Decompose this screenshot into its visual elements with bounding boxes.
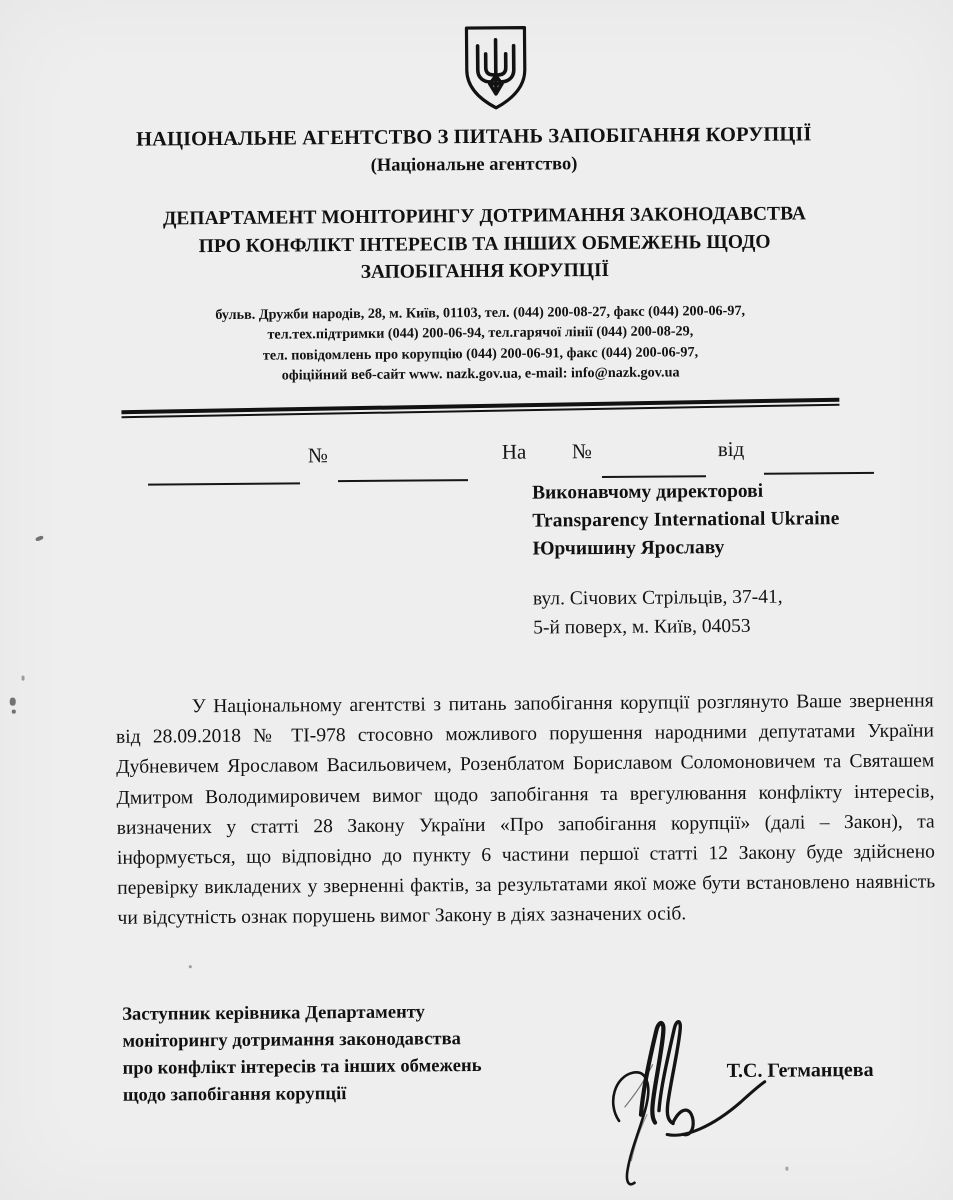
agency-short-title: (Національне агентство) — [370, 154, 578, 176]
scan-speck — [35, 535, 44, 542]
signatory-title-line-1: Заступник керівника Департаменту — [122, 1001, 426, 1025]
coat-of-arms-of-ukraine-icon — [462, 24, 529, 113]
scan-speck — [12, 710, 16, 714]
scan-speck — [189, 965, 192, 968]
signatory-title-line-3: про конфлікт інтересів та інших обмежень — [122, 1054, 482, 1079]
incoming-on-label: На — [501, 439, 527, 464]
contact-line-address: бульв. Дружби народів, 28, м. Київ, 01103, тел. (044) 200-08-27, факс (044) 200-06-97, — [215, 302, 746, 324]
department-title-line-2: ПРО КОНФЛІКТ ІНТЕРЕСІВ ТА ІНШИХ ОБМЕЖЕНЬ ЩОДО — [198, 231, 771, 257]
agency-title: НАЦІОНАЛЬНЕ АГЕНТСТВО З ПИТАНЬ ЗАПОБІГАННЯ КОРУПЦІЇ — [135, 123, 812, 151]
scan-speck — [10, 698, 16, 706]
department-title-line-3: ЗАПОБІГАННЯ КОРУПЦІЇ — [360, 260, 610, 284]
signatory-title — [122, 998, 643, 1110]
contact-line-web: офіційний веб-сайт www. nazk.gov.ua, e-mail: info@nazk.gov.ua — [281, 364, 680, 384]
letter-body — [116, 686, 936, 934]
address-street: вул. Січових Стрільців, 37-41, — [532, 586, 783, 610]
incoming-date-blank[interactable] — [764, 447, 874, 475]
contact-details — [119, 300, 843, 387]
addressee-organization: Transparency International Ukraine — [532, 508, 840, 532]
incoming-number-blank[interactable] — [602, 450, 706, 478]
addressee-postal-address — [533, 582, 933, 642]
address-city: 5-й поверх, м. Київ, 04053 — [533, 615, 751, 639]
contact-line-hotline: тел. повідомлень про корупцію (044) 200-06-91, факс (044) 200-06-97, — [262, 344, 699, 364]
scan-speck — [22, 676, 25, 681]
signatory-title-line-4: щодо запобігання корупції — [122, 1082, 347, 1106]
outgoing-date-blank[interactable] — [338, 454, 468, 482]
incoming-date-label: від — [717, 436, 745, 462]
department-title-line-1: ДЕПАРТАМЕНТ МОНІТОРИНГУ ДОТРИМАННЯ ЗАКОНОДАВСТВА — [162, 203, 806, 230]
signatory-name: Т.С. Гетманцева — [726, 1058, 874, 1083]
incoming-number-label: № — [571, 439, 592, 464]
addressee-person: Юрчишину Ярославу — [532, 537, 725, 560]
scan-speck — [785, 1167, 788, 1171]
contact-line-support: тел.тех.підтримки (044) 200-06-94, тел.гарячої лінії (044) 200-08-29, — [267, 323, 694, 344]
reference-line — [140, 437, 873, 477]
outgoing-number-blank[interactable] — [148, 457, 300, 485]
addressee-block — [532, 476, 933, 563]
outgoing-number-label: № — [307, 443, 328, 468]
addressee-position: Виконавчому директорові — [532, 480, 764, 504]
body-paragraph: У Національному агентстві з питань запобігання корупції розглянуто Ваше звернення від 28.09.2018 № ТІ-978 стосовно можливого порушення народними депутатами України Дубневичем Ярославом Васильовичем, Розенблатом Бориславом Соломоновичем та Святашем Дмитром Володимировичем вимог щодо запобігання та врегулювання конфлікту інтересів, визначених у статті 28 Закону України «Про запобігання корупції» (далі – Закон), та інформується, що відповідно до пункту 6 частини першої статті 12 Закону буде здійснено перевірку викладених у зверненні фактів, за результатами якої може бути встановлено наявність чи відсутність ознак порушень вимог Закону в діях зазначених осіб. — [115, 690, 936, 930]
header-divider — [121, 398, 839, 419]
department-title — [88, 200, 882, 289]
signatory-title-line-2: моніторингу дотримання законодавства — [122, 1028, 461, 1052]
